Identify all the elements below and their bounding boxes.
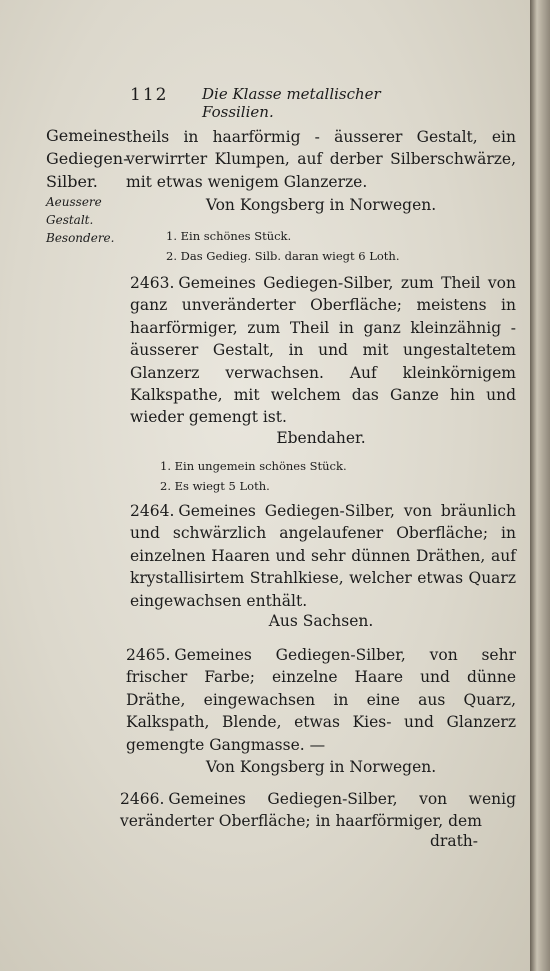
entry-2463	[130, 272, 516, 429]
entry-number: 2463.	[130, 274, 175, 292]
entry-2466	[120, 788, 516, 833]
entry-number: 2466.	[120, 790, 165, 808]
notes-list-1	[166, 226, 400, 266]
entry-2465	[126, 644, 516, 756]
running-title: Die Klasse metallischer Fossilien.	[202, 85, 381, 121]
locality-heading-4: Von Kongsberg in Norwegen.	[205, 758, 437, 776]
marginal-sub-1: Aeussere Gestalt.	[46, 195, 102, 227]
note-item: 2. Das Gedieg. Silb. daran wiegt 6 Loth.	[166, 249, 400, 263]
locality-heading-3: Aus Sachsen.	[268, 612, 374, 630]
marginal-heading: Gemeines Gediegen-Silber.	[46, 126, 129, 191]
marginal-note	[46, 124, 129, 247]
marginal-sub-2: Besondere.	[46, 231, 115, 245]
note-item: 1. Ein schönes Stück.	[166, 229, 292, 243]
intro-text: theils in haarförmig - äusserer Gestalt, ein verwirrter Klumpen, auf derber Silberschwärze, mit etwas wenigem Glanzerze.	[126, 128, 516, 191]
note-item: 2. Es wiegt 5 Loth.	[160, 479, 270, 493]
entry-text: Gemeines Gediegen-Silber, von sehr frischer Farbe; einzelne Haare und dünne Dräthe, eingewachsen in eine aus Quarz, Kalkspath, Blende, etwas Kies- und Glanzerz gemengte Gangmasse. —	[126, 646, 516, 754]
entry-number: 2465.	[126, 646, 171, 664]
entry-text: Gemeines Gediegen-Silber, von bräunlich und schwärzlich angelaufener Oberfläche; in einzelnen Haaren und sehr dünnen Dräthen, auf krystallisirtem Strahlkiese, welcher etwas Quarz eingewachsen enthält.	[130, 502, 516, 610]
entry-2464	[130, 500, 516, 612]
notes-list-2	[160, 456, 347, 496]
note-item: 1. Ein ungemein schönes Stück.	[160, 459, 347, 473]
catchword: drath-	[430, 832, 479, 850]
page-number: 112	[130, 85, 169, 105]
book-edge	[530, 0, 550, 971]
page-header	[130, 85, 450, 121]
intro-paragraph	[126, 126, 516, 193]
locality-heading-2: Ebendaher.	[276, 429, 366, 447]
locality-heading-1: Von Kongsberg in Norwegen.	[205, 196, 437, 214]
entry-text: Gemeines Gediegen-Silber, von wenig veränderter Oberfläche; in haarförmiger, dem	[120, 790, 516, 831]
entry-number: 2464.	[130, 502, 175, 520]
entry-text: Gemeines Gediegen-Silber, zum Theil von ganz unveränderter Oberfläche; meistens in haarförmiger, zum Theil in ganz kleinzähnig - äusserer Gestalt, in und mit ungestaltetem Glanzerz verwachsen. Auf kleinkörnigem Kalkspathe, mit welchem das Ganze hin und wieder gemengt ist.	[130, 274, 516, 427]
